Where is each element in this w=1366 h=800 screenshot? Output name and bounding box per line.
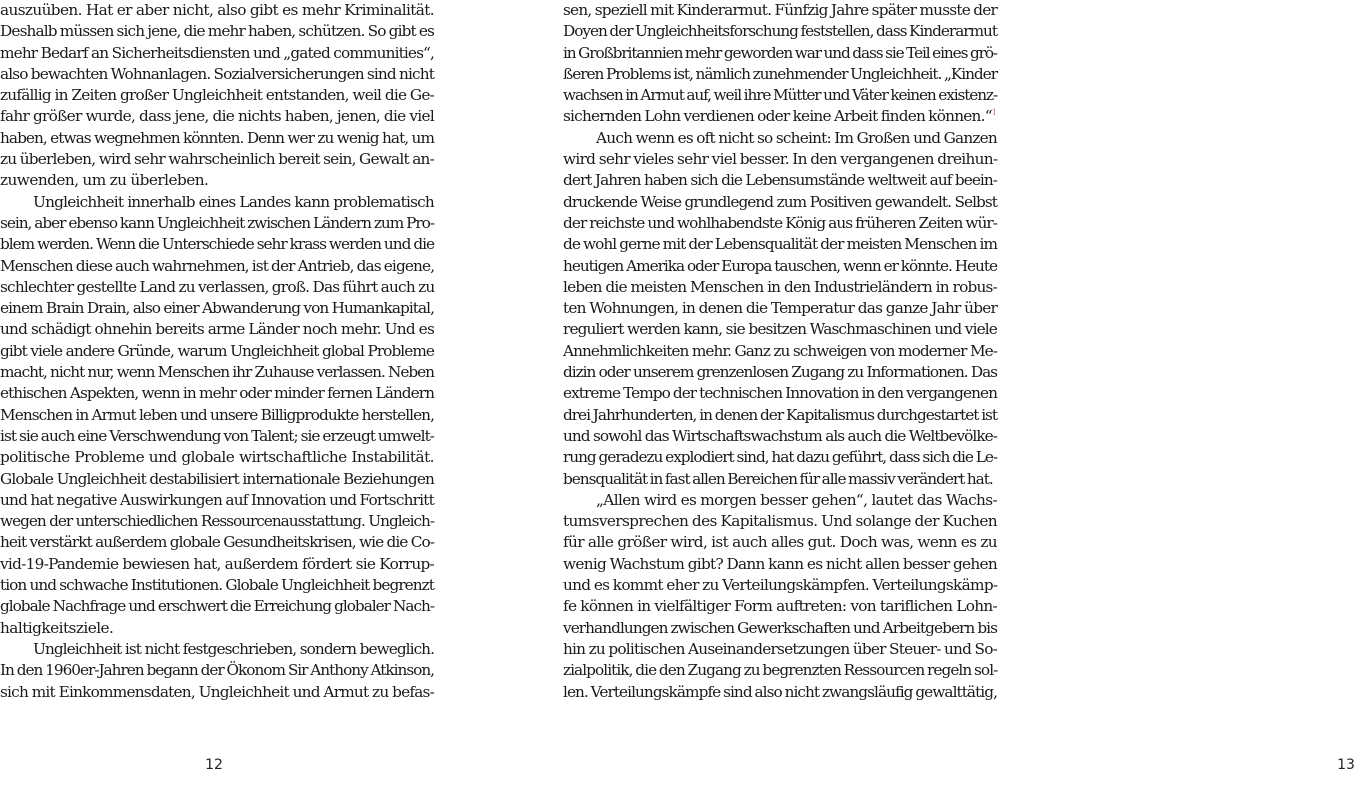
text-line: leben die meisten Menschen in den Industrieländern in robus- — [563, 277, 997, 296]
text-line: blem werden. Wenn die Unterschiede sehr krass werden und die — [0, 235, 434, 254]
text-line: globale Nachfrage und erschwert die Erreichung globaler Nach- — [0, 597, 434, 616]
text-line: tion und schwache Institutionen. Globale Ungleichheit begrenzt — [0, 576, 434, 595]
text-line: sich mit Einkommensdaten, Ungleichheit und Armut zu befas- — [0, 682, 434, 701]
text-line: wenig Wachstum gibt? Dann kann es nicht allen besser gehen — [563, 554, 997, 573]
text-line: reguliert werden kann, sie besitzen Waschmaschinen und viele — [563, 320, 997, 339]
text-line: gibt viele andere Gründe, warum Ungleichheit global Probleme — [0, 341, 434, 360]
text-line: in Großbritannien mehr geworden war und dass sie Teil eines grö- — [563, 43, 997, 62]
text-line: Ungleichheit innerhalb eines Landes kann problematisch — [33, 192, 434, 211]
text-line-content: sichernden Lohn verdienen oder keine Arbeit finden können.“ — [563, 107, 992, 126]
text-line: In den 1960er-Jahren begann der Ökonom Sir Anthony Atkinson, — [0, 661, 434, 680]
right-page-body — [563, 0, 997, 703]
text-line: also bewachten Wohnanlagen. Sozialversicherungen sind nicht — [0, 64, 434, 83]
left-page — [0, 0, 434, 800]
text-line — [563, 106, 997, 127]
text-line: ist sie auch eine Verschwendung von Talent; sie erzeugt umwelt- — [0, 426, 434, 445]
text-line: de wohl gerne mit der Lebensqualität der meisten Menschen im — [563, 235, 997, 254]
text-line: zu überleben, wird sehr wahrscheinlich bereit sein, Gewalt an- — [0, 150, 434, 169]
text-line: der reichste und wohlhabendste König aus früheren Zeiten wür- — [563, 213, 997, 232]
text-line: „Allen wird es morgen besser gehen“, lautet das Wachs- — [596, 490, 997, 509]
left-page-body — [0, 0, 434, 703]
text-line: Auch wenn es oft nicht so scheint: Im Großen und Ganzen — [596, 128, 997, 147]
text-line: macht, nicht nur, wenn Menschen ihr Zuhause verlassen. Neben — [0, 363, 434, 382]
text-line: Menschen in Armut leben und unsere Billigprodukte herstellen, — [0, 405, 434, 424]
text-line: wachsen in Armut auf, weil ihre Mütter und Väter keinen existenz- — [563, 86, 997, 105]
text-line: haltigkeitsziele. — [0, 618, 114, 637]
text-line: einem Brain Drain, also einer Abwanderung von Humankapital, — [0, 299, 434, 318]
text-line: tumsversprechen des Kapitalismus. Und solange der Kuchen — [563, 512, 997, 531]
text-line: zialpolitik, die den Zugang zu begrenzten Ressourcen regeln sol- — [563, 661, 998, 680]
footnote-marker[interactable]: 1 — [991, 108, 997, 118]
text-line: wegen der unterschiedlichen Ressourcenausstattung. Ungleich- — [0, 512, 434, 531]
text-line: wird sehr vieles sehr viel besser. In den vergangenen dreihun- — [563, 150, 998, 169]
text-line: und hat negative Auswirkungen auf Innovation und Fortschritt — [0, 490, 434, 509]
text-line: und es kommt eher zu Verteilungskämpfen. Verteilungskämp- — [563, 576, 998, 595]
text-line: rung geradezu explodiert sind, hat dazu geführt, dass sich die Le- — [563, 448, 997, 467]
text-line: len. Verteilungskämpfe sind also nicht zwangsläufig gewalttätig, — [563, 682, 997, 701]
text-line: politische Probleme und globale wirtschaftliche Instabilität. — [0, 448, 434, 467]
text-line: Globale Ungleichheit destabilisiert internationale Beziehungen — [0, 469, 434, 488]
text-line: Menschen diese auch wahrnehmen, ist der Antrieb, das eigene, — [0, 256, 435, 275]
text-line: zufällig in Zeiten großer Ungleichheit entstanden, weil die Ge- — [0, 86, 434, 105]
text-line: extreme Tempo der technischen Innovation in den vergangenen — [563, 384, 997, 403]
text-line: haben, etwas wegnehmen könnten. Denn wer zu wenig hat, um — [0, 128, 434, 147]
text-line: Ungleichheit ist nicht festgeschrieben, sondern beweglich. — [33, 639, 434, 658]
text-line: schlechter gestellte Land zu verlassen, groß. Das führt auch zu — [0, 277, 435, 296]
text-line: ten Wohnungen, in denen die Temperatur das ganze Jahr über — [563, 299, 997, 318]
text-line: drei Jahrhunderten, in denen der Kapitalismus durchgestartet ist — [563, 405, 997, 424]
text-line: dert Jahren haben sich die Lebensumstände weltweit auf beein- — [563, 171, 997, 190]
text-line: fe können in vielfältiger Form auftreten: von tariflichen Lohn- — [563, 597, 997, 616]
text-line: verhandlungen zwischen Gewerkschaften und Arbeitgebern bis — [563, 618, 997, 637]
text-line: vid-19-Pandemie bewiesen hat, außerdem fördert sie Korrup- — [0, 554, 434, 573]
text-line: ethischen Aspekten, wenn in mehr oder minder fernen Ländern — [0, 384, 434, 403]
right-page — [563, 0, 1355, 800]
text-line: druckende Weise grundlegend zum Positiven gewandelt. Selbst — [563, 192, 997, 211]
text-line: sein, aber ebenso kann Ungleichheit zwischen Ländern zum Pro- — [0, 213, 434, 232]
text-line: fahr größer wurde, dass jene, die nichts haben, jenen, die viel — [0, 107, 434, 126]
text-line: auszuüben. Hat er aber nicht, also gibt es mehr Kriminalität. — [0, 1, 434, 19]
text-line: Deshalb müssen sich jene, die mehr haben, schützen. So gibt es — [0, 22, 434, 41]
page-number: 13 — [1337, 757, 1355, 773]
text-line: heit verstärkt außerdem globale Gesundheitskrisen, wie die Co- — [0, 533, 434, 552]
text-line: Annehmlichkeiten mehr. Ganz zu schweigen von moderner Me- — [563, 341, 997, 360]
text-line: mehr Bedarf an Sicherheitsdiensten und „gated communities“, — [0, 43, 434, 62]
page-number: 12 — [205, 757, 223, 773]
text-line: und schädigt ohnehin bereits arme Länder noch mehr. Und es — [0, 320, 434, 339]
text-line: und sowohl das Wirtschaftswachstum als auch die Weltbevölke- — [563, 426, 997, 445]
text-line: für alle größer wird, ist auch alles gut. Doch was, wenn es zu — [563, 533, 997, 552]
text-line: Doyen der Ungleichheitsforschung feststellen, dass Kinderarmut — [563, 22, 997, 41]
text-line: hin zu politischen Auseinandersetzungen über Steuer- und So- — [563, 639, 997, 658]
text-line: zuwenden, um zu überleben. — [0, 171, 209, 190]
text-line: ßeren Problems ist, nämlich zunehmender Ungleichheit. „Kinder — [563, 64, 997, 83]
text-line: dizin oder unserem grenzenlosen Zugang zu Informationen. Das — [563, 363, 997, 382]
text-line: bensqualität in fast allen Bereichen für alle massiv verändert hat. — [563, 469, 993, 488]
text-line: sen, speziell mit Kinderarmut. Fünfzig Jahre später musste der — [563, 1, 997, 19]
text-line: heutigen Amerika oder Europa tauschen, wenn er könnte. Heute — [563, 256, 997, 275]
